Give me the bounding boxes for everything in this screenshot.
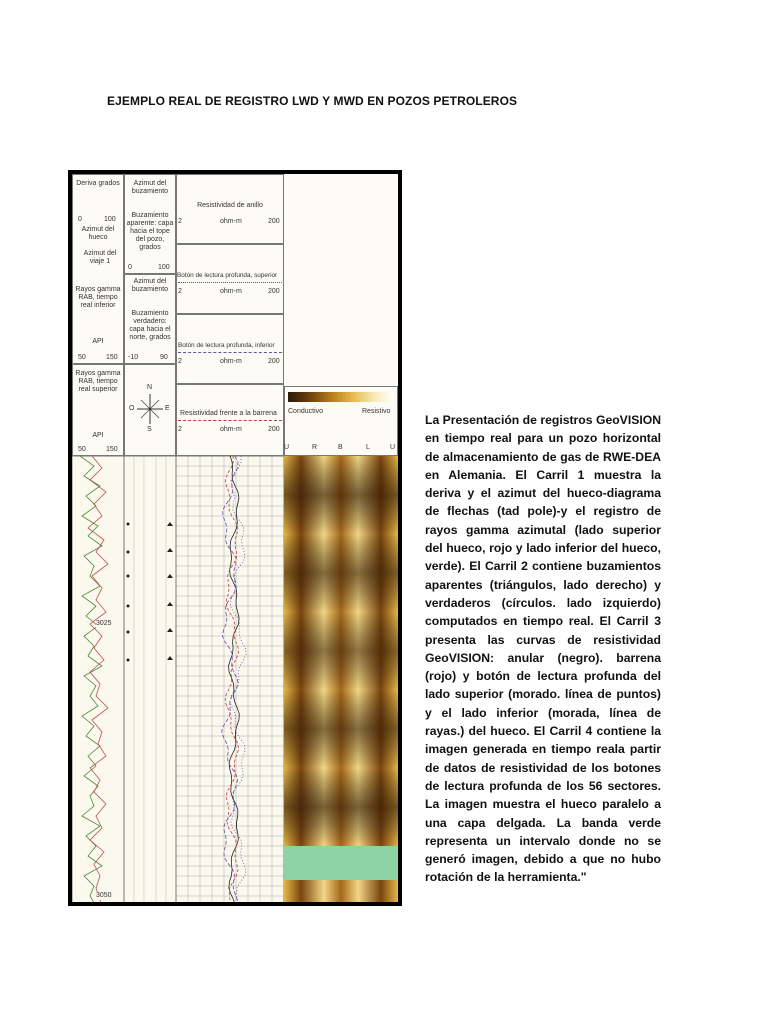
buz-aparente-label: Buzamiento aparente: capa hacia el tope del pozo, grados — [126, 212, 174, 251]
track1-header-top — [72, 174, 124, 364]
gr-sup-min: 50 — [78, 446, 86, 453]
color-scale-bar — [288, 392, 394, 402]
orient-b: B — [338, 444, 343, 451]
boton-sup-unit: ohm-m — [220, 288, 242, 295]
gr-superior-label: Rayos gamma RAB, tiempo real superior — [75, 370, 121, 393]
compass-e: E — [165, 405, 170, 412]
gr-inferior-unit: API — [92, 338, 104, 345]
description-paragraph: La Presentación de registros GeoVISION en tiempo real para un pozo horizontal de almacenamiento de gas de RWE-DEA en Alemania. El Carril 1 muestra la deriva y el azimut del hueco-diagrama de flechas (tad pole)-y el registro de rayos gamma azimutal (lado superior del hueco, rojo y lado inferior del hueco, verde). El Carril 2 contiene buzamientos aparentes (triángulos, lado derecho) y verdaderos (círculos. lado izquierdo) computados en tiempo real. El Carril 3 presenta las curvas de resistividad GeoVISION: anular (negro). barrena (rojo) y botón de lectura profunda del lado superior (morado. línea de puntos) y el lado inferior (morada, línea de rayas.) del hueco. El Carril 4 contiene la imagen generada en tiempo reala partir de datos de resistividad de los botones de lectura profunda de los 56 sectores. La imagen muestra el hueco paralelo a una capa delgada. La banda verde representa un intervalo donde no se generó imagen, debido a que no hubo rotación de la herramienta." — [425, 413, 661, 885]
log-tracks-body — [72, 456, 398, 906]
boton-sup-label: Botón de lectura profunda, superior — [177, 272, 278, 279]
no-image-green-band — [284, 846, 398, 880]
boton-inf-unit: ohm-m — [220, 358, 242, 365]
res-barrena-max: 200 — [268, 426, 280, 433]
orient-u1: U — [284, 444, 290, 451]
res-anillo-max: 200 — [268, 218, 280, 225]
gr-superior-unit: API — [92, 432, 104, 439]
res-anillo-label: Resistividad de anillo — [197, 202, 263, 209]
depth-3025: 3025 — [96, 620, 112, 627]
res-barrena-label: Resistividad frente a la barrena — [180, 410, 277, 417]
well-log-figure — [68, 170, 402, 906]
buz-v-max: 90 — [160, 354, 168, 361]
track3-resistivity — [176, 456, 284, 906]
res-anillo-min: 2 — [178, 218, 182, 225]
boton-sup-dotted-line — [178, 282, 282, 283]
boton-inf-min: 2 — [178, 358, 182, 365]
boton-inf-max: 200 — [268, 358, 280, 365]
buz-ap-max: 100 — [158, 264, 170, 271]
track4-resistivity-image — [284, 456, 398, 906]
orient-l: L — [366, 444, 370, 451]
gr-inf-max: 150 — [106, 354, 118, 361]
deriva-max: 100 — [104, 216, 116, 223]
boton-sup-min: 2 — [178, 288, 182, 295]
res-anillo-unit: ohm-m — [220, 218, 242, 225]
res-barrena-line — [178, 420, 282, 421]
azimut-buz2-label: Azimut del buzamiento — [131, 278, 169, 293]
gr-inferior-label: Rayos gamma RAB, tiempo real inferior — [75, 286, 121, 309]
orient-r: R — [312, 444, 318, 451]
res-barrena-min: 2 — [178, 426, 182, 433]
boton-sup-max: 200 — [268, 288, 280, 295]
azimut-buz-label: Azimut del buzamiento — [131, 180, 169, 195]
buz-v-min: -10 — [128, 354, 139, 361]
track1-gamma-ray — [72, 456, 124, 906]
depth-3050: 3050 — [96, 892, 112, 899]
buz-verdadero-label: Buzamiento verdadero: capa hacia el norte, grados — [129, 310, 171, 341]
buz-ap-min: 0 — [128, 264, 132, 271]
gr-inf-min: 50 — [78, 354, 86, 361]
resistivo-label: Resistivo — [362, 408, 391, 415]
orient-u2: U — [390, 444, 396, 451]
compass-s: S — [147, 426, 152, 433]
conductivo-label: Conductivo — [288, 408, 324, 415]
compass-o: O — [129, 405, 135, 412]
azimut-viaje-label: Azimut del viaje 1 — [83, 250, 117, 265]
deriva-label: Deriva grados — [76, 180, 120, 187]
res-barrena-unit: ohm-m — [220, 426, 242, 433]
boton-inf-dashed-line — [178, 352, 282, 353]
page-title: EJEMPLO REAL DE REGISTRO LWD Y MWD EN POZOS PETROLEROS — [107, 94, 518, 108]
track2-dip-tadpoles — [124, 456, 176, 906]
deriva-min: 0 — [78, 216, 82, 223]
compass-n: N — [147, 384, 153, 391]
azimut-hueco-label: Azimut del hueco — [81, 226, 115, 241]
gr-sup-max: 150 — [106, 446, 118, 453]
boton-inf-label: Botón de lectura profunda, inferior — [178, 342, 275, 349]
